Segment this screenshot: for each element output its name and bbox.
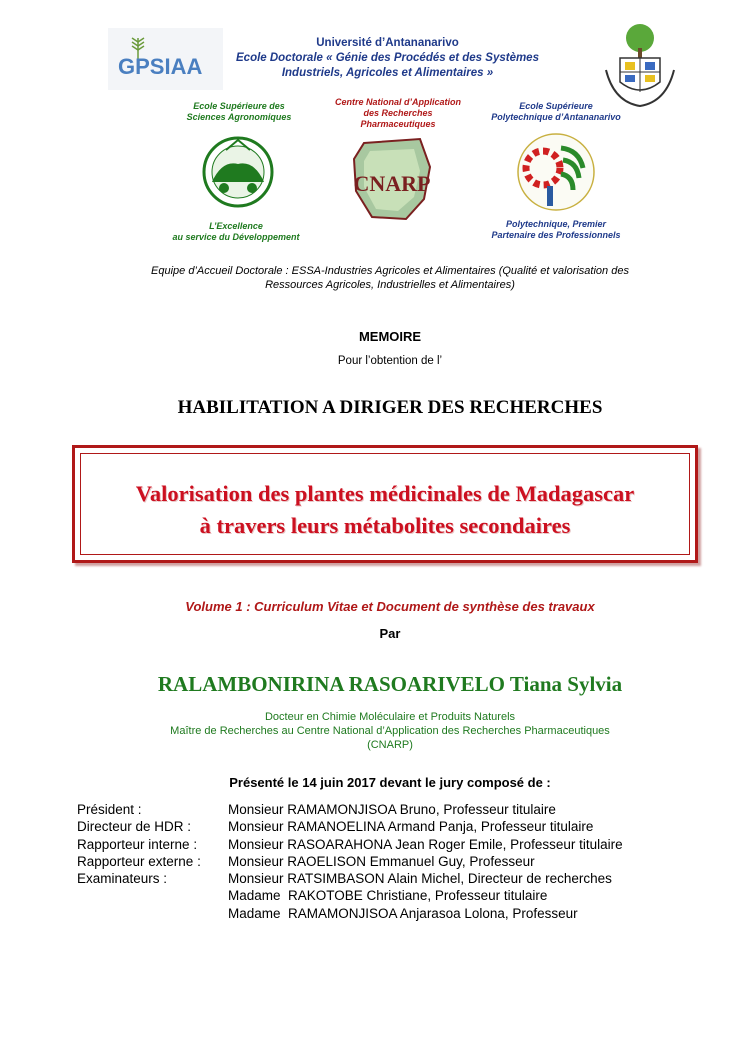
cnarp-name-line2: des Recherches: [363, 108, 433, 118]
credentials-line3: (CNARP): [367, 739, 413, 751]
presentation-date: Présenté le 14 juin 2017 devant le jury composé de :: [229, 775, 551, 790]
essa-motto: [150, 221, 322, 243]
cnarp-name: [318, 97, 478, 130]
hdr-title: HABILITATION A DIRIGER DES RECHERCHES: [177, 397, 603, 418]
jury-role: Examinateurs :: [77, 871, 168, 887]
jury-member: Monsieur RAMANOELINA Armand Panja, Professeur titulaire: [228, 819, 594, 835]
credentials-line2: Maître de Recherches au Centre National d’Application des Recherches Pharmaceutiques: [170, 725, 610, 737]
university-header: [215, 36, 560, 81]
espa-motto-line2: Partenaire des Professionnels: [491, 230, 621, 240]
espa-name-line2: Polytechnique d’Antananarivo: [491, 112, 621, 122]
jury-role: [77, 887, 228, 904]
jury-member: Madame RAMAMONJISOA Anjarasoa Lolona, Professeur: [228, 905, 578, 921]
essa-name-line1: Ecole Supérieure des: [193, 101, 285, 111]
jury-member: Monsieur RAOELISON Emmanuel Guy, Professeur: [228, 853, 535, 869]
equipe-accueil: [100, 264, 680, 292]
cnarp-logo-text: CNARP: [353, 171, 431, 196]
thesis-title-line2: à travers leurs métabolites secondaires: [199, 513, 571, 538]
jury-member: Monsieur RATSIMBASON Alain Michel, Directeur de recherches: [228, 871, 612, 887]
espa-name-line1: Ecole Supérieure: [519, 101, 593, 111]
ecole-doctorale-line2: Industriels, Agricoles et Alimentaires »: [281, 67, 494, 79]
jury-role: [77, 905, 228, 922]
par-label: Par: [379, 626, 401, 641]
jury-row: [77, 801, 697, 818]
jury-role: Président :: [77, 802, 142, 817]
gpsiaa-logo-text: GPSIAA: [118, 54, 203, 79]
espa-logo: [507, 128, 605, 214]
memoire-heading: MEMOIRE: [358, 329, 422, 344]
essa-name: [168, 101, 310, 123]
volume-subtitle: Volume 1 : Curriculum Vitae et Document de synthèse des travaux: [185, 599, 595, 614]
gpsiaa-logo: [108, 28, 223, 90]
jury-row: [77, 818, 697, 835]
essa-motto-line2: au service du Développement: [172, 232, 300, 242]
jury-row: [77, 887, 697, 904]
university-name: Université d’Antananarivo: [316, 37, 459, 49]
cnarp-name-line1: Centre National d’Application: [334, 97, 461, 107]
espa-motto: [462, 219, 650, 241]
jury-row: [77, 853, 697, 870]
obtention-text: Pour l’obtention de l’: [337, 355, 443, 367]
espa-motto-line1: Polytechnique, Premier: [505, 219, 607, 229]
jury-role: Rapporteur interne :: [77, 836, 198, 852]
credentials-line1: Docteur en Chimie Moléculaire et Produits Naturels: [264, 711, 516, 723]
ecole-doctorale-line1: Ecole Doctorale « Génie des Procédés et des Systèmes: [236, 52, 539, 64]
cnarp-logo: [350, 137, 434, 222]
espa-name: [470, 101, 642, 123]
essa-name-line2: Sciences Agronomiques: [186, 112, 292, 122]
equipe-line2: Ressources Agricoles, Industrielles et Alimentaires): [265, 279, 515, 291]
author-name: RALAMBONIRINA RASOARIVELO Tiana Sylvia: [157, 672, 623, 696]
thesis-title-line1: Valorisation des plantes médicinales de Madagascar: [135, 481, 635, 506]
author-credentials: [100, 710, 680, 752]
equipe-line1: Equipe d’Accueil Doctorale : ESSA-Industries Agricoles et Alimentaires (Qualité et valorisation des: [151, 265, 629, 277]
jury-role: Rapporteur externe :: [77, 853, 201, 869]
jury-row: [77, 870, 697, 887]
jury-member: Monsieur RASOARAHONA Jean Roger Emile, Professeur titulaire: [228, 836, 623, 852]
jury-row: [77, 905, 697, 922]
jury-row: [77, 836, 697, 853]
university-seal-logo: [598, 20, 696, 110]
essa-logo: [192, 130, 284, 215]
jury-member: Monsieur RAMAMONJISOA Bruno, Professeur titulaire: [228, 802, 556, 817]
jury-list: [77, 801, 697, 922]
cnarp-name-line3: Pharmaceutiques: [360, 119, 436, 129]
essa-motto-line1: L’Excellence: [209, 221, 263, 231]
jury-role: Directeur de HDR :: [77, 819, 192, 835]
jury-member: Madame RAKOTOBE Christiane, Professeur titulaire: [228, 888, 548, 904]
thesis-title: [76, 478, 694, 542]
